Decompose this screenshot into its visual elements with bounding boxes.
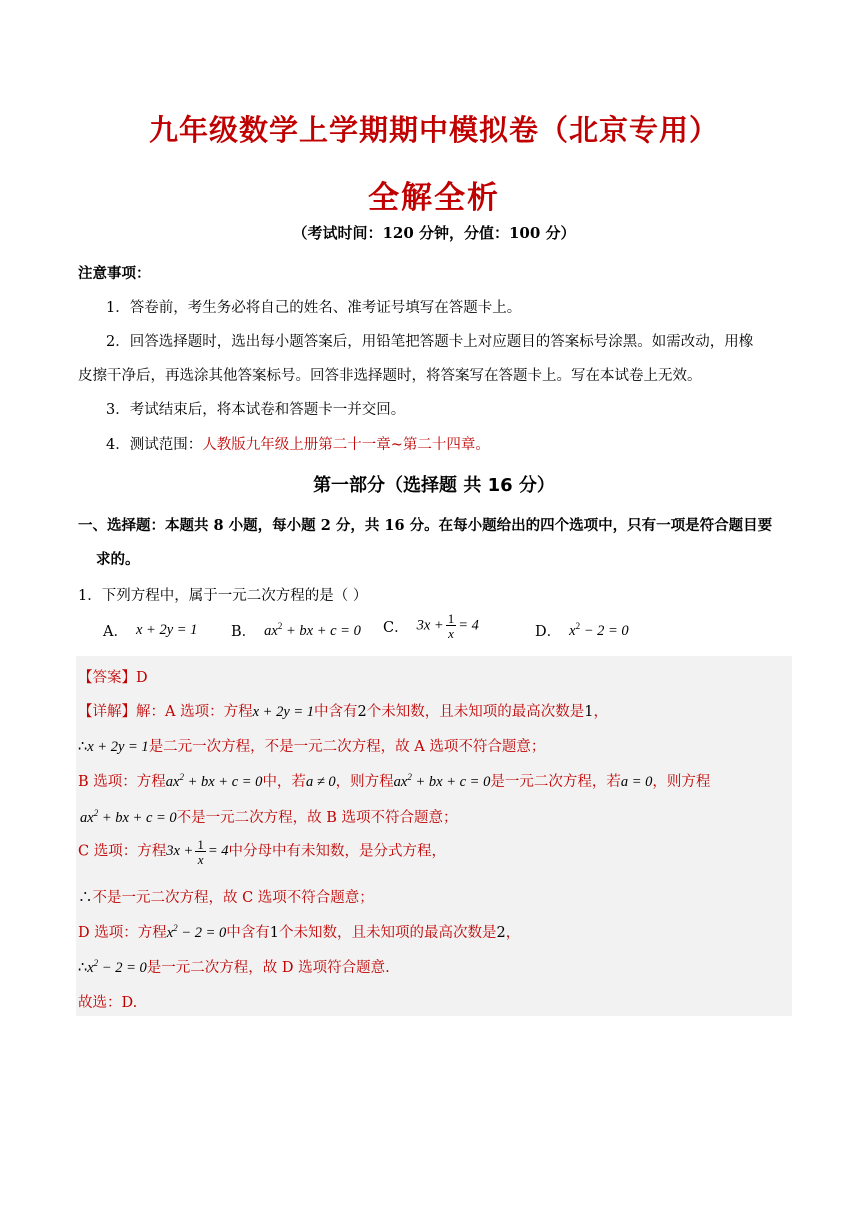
option-a-label: A． <box>103 624 128 640</box>
section-title: 第一部分（选择题 共 16 分） <box>313 475 555 496</box>
final-choice: 故选：D. <box>78 995 138 1011</box>
solution-line-4: $ax^2$ + bx + c = 0不是一元二次方程，故 B 选项不符合题意； <box>80 808 458 826</box>
solution-line-1: 【详解】解：A 选项：方程x + 2y = 1中含有2个未知数，且未知项的最高次数是1， <box>78 704 609 720</box>
option-d-equation: $x^2 - 2 = 0$ <box>569 621 629 639</box>
option-a <box>103 620 197 641</box>
notes-item-1: 1．答卷前，考生务必将自己的姓名、准考证号填写在答题卡上。 <box>106 300 522 316</box>
notes-item-4-scope: 人教版九年级上册第二十一章~第二十四章。 <box>202 437 490 453</box>
solution-line-2: ∴x + 2y = 1是二元一次方程，不是一元二次方程，故 A 选项不符合题意； <box>78 739 546 755</box>
solution-line-3: B 选项：方程$ax^2$ + bx + c = 0中，若a ≠ 0，则方程$ax^2$ + bx + c = 0是一元二次方程，若a = 0，则方程 <box>78 772 711 790</box>
option-b <box>231 620 361 641</box>
option-d-label: D． <box>535 624 562 640</box>
document-subtitle: 全解全析 <box>368 180 500 216</box>
notes-item-2-line-1: 2．回答选择题时，选出每小题答案后，用铅笔把答题卡上对应题目的答案标号涂黑。如需改动，用橡 <box>106 334 754 350</box>
option-d <box>535 620 629 641</box>
section-instruction-line-1: 一、选择题：本题共 8 小题，每小题 2 分，共 16 分。在每小题给出的四个选项中，只有一项是符合题目要 <box>78 517 773 534</box>
solution-line-7: D 选项：方程$x^2 - 2 = 0$中含有1个未知数，且未知项的最高次数是2， <box>78 923 521 941</box>
notes-item-4 <box>106 433 490 454</box>
notes-item-3: 3．考试结束后，将本试卷和答题卡一并交回。 <box>106 402 406 418</box>
solution-line-8: $\therefore x^2 - 2 = 0$是一元二次方程，故 D 选项符合题意. <box>78 958 390 976</box>
notes-item-4-prefix: 4．测试范围： <box>106 437 203 453</box>
answer-line: 【答案】D <box>78 670 148 686</box>
section-instruction-line-2: 求的。 <box>96 551 140 568</box>
notes-heading: 注意事项： <box>78 265 151 282</box>
question-stem: 1．下列方程中，属于一元二次方程的是（ ） <box>78 588 368 604</box>
option-b-equation: $ax^2$ + bx + c = 0 <box>264 621 361 639</box>
option-c-label: C． <box>383 619 409 636</box>
option-c-equation: 3x + $\frac{1}{x}$ = 4 <box>416 611 479 641</box>
document-title: 九年级数学上学期期中模拟卷（北京专用） <box>148 113 719 147</box>
option-c <box>383 612 479 640</box>
exam-info: （考试时间：120 分钟，分值：100 分） <box>292 224 576 242</box>
solution-line-6: ∴不是一元二次方程，故 C 选项不符合题意； <box>78 890 374 906</box>
solution-line-5: C 选项：方程3x + $\frac{1}{x}$ = 4中分母中有未知数，是分式方程， <box>78 837 446 867</box>
option-a-equation: x + 2y = 1 <box>135 622 198 638</box>
notes-item-2-line-2: 皮擦干净后，再选涂其他答案标号。回答非选择题时，将答案写在答题卡上。写在本试卷上无效。 <box>78 368 702 384</box>
detail-tag: 【详解】 <box>78 704 136 720</box>
option-b-label: B． <box>231 624 257 640</box>
